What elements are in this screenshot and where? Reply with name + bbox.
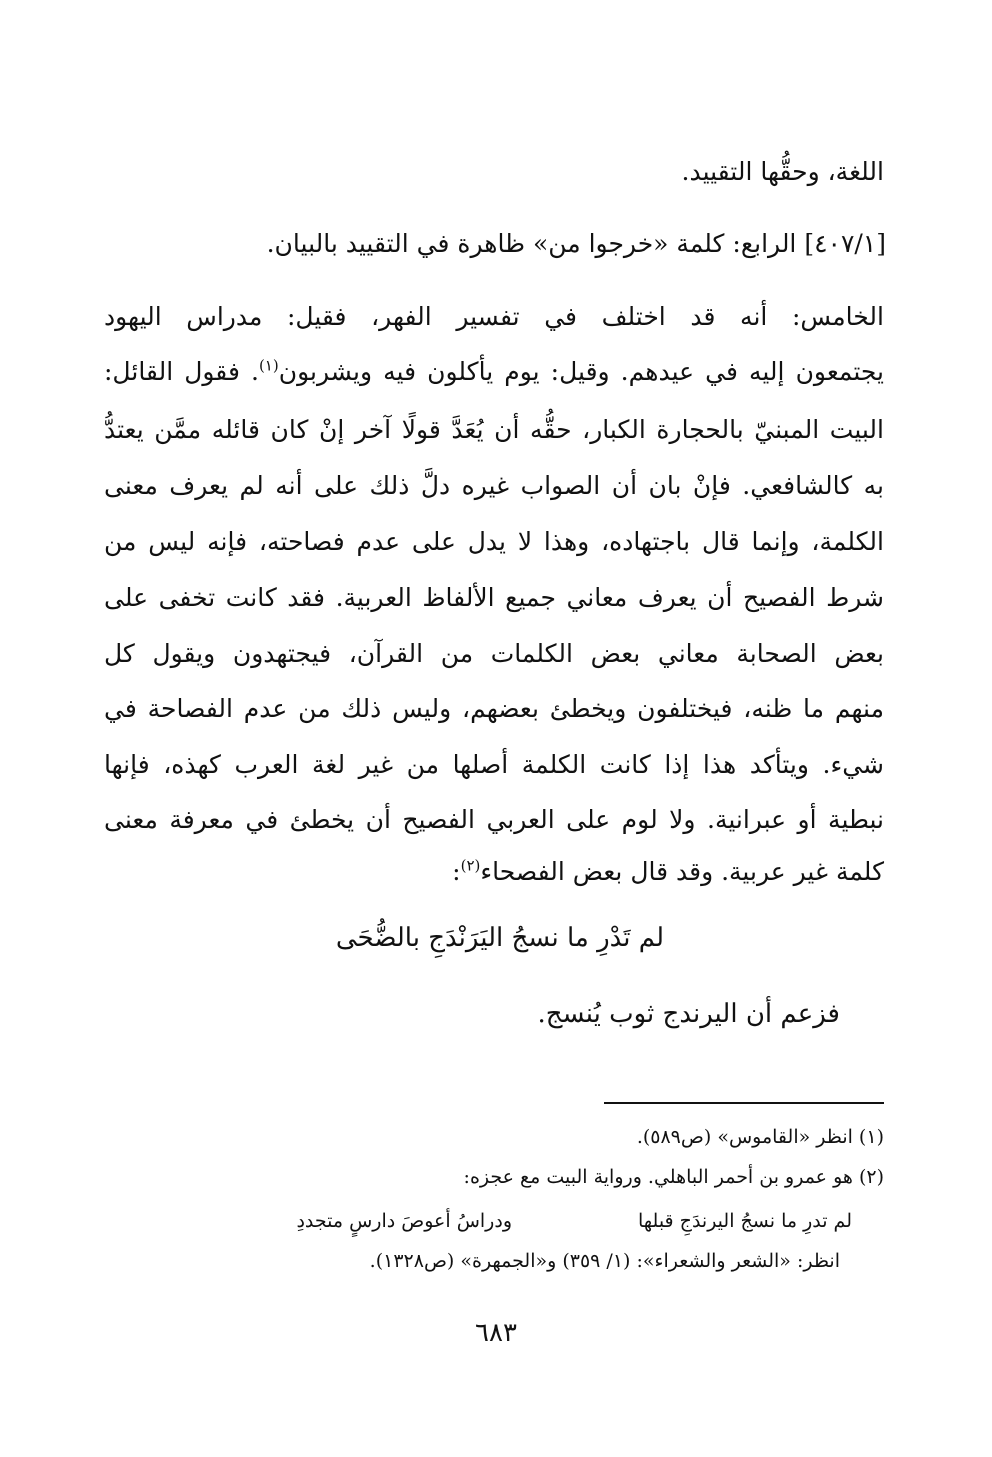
- text-line-section-5: الخامس: أنه قد اختلف في تفسير الفهر، فقيل: مدراس اليهود: [104, 302, 884, 331]
- page-number: ٦٨٣: [475, 1318, 517, 1348]
- text-line: نبطية أو عبرانية. ولا لوم على العربي الفصيح أن يخطئ في معرفة معنى: [104, 805, 884, 834]
- text-line: منهم ما ظنه، فيختلفون ويخطئ بعضهم، وليس ذلك من عدم الفصاحة في: [104, 694, 884, 723]
- footnote-ref-1[interactable]: (١): [258, 356, 279, 375]
- text-segment: كلمة غير عربية. وقد قال بعض الفصحاء: [480, 857, 884, 886]
- text-segment: . فقول القائل:: [104, 357, 259, 386]
- text-line: شيء. ويتأكد هذا إذا كانت الكلمة أصلها من غير لغة العرب كهذه، فإنها: [104, 750, 884, 779]
- footnote-2: (٢) هو عمرو بن أحمر الباهلي. ورواية البيت مع عجزه:: [463, 1166, 884, 1188]
- text-line: [104, 855, 884, 889]
- footnote-2-source: انظر: «الشعر والشعراء»: (١/ ٣٥٩) و«الجمهرة» (ص١٣٢٨).: [369, 1250, 840, 1272]
- text-line-section-4: [٤٠٧/١] الرابع: كلمة «خرجوا من» ظاهرة في التقييد بالبيان.: [266, 229, 886, 258]
- text-line: بعض الصحابة معاني بعض الكلمات من القرآن، فيجتهدون ويقول كل: [104, 639, 884, 668]
- footnote-verse-first-hemistich: لم تدرِ ما نسجُ اليرندَجِ قبلها: [637, 1210, 852, 1232]
- footnote-ref-2[interactable]: (٢): [460, 856, 481, 875]
- text-line: شرط الفصيح أن يعرف معاني جميع الألفاظ العربية. فقد كانت تخفى على: [104, 583, 884, 612]
- text-line: [104, 355, 884, 389]
- text-line: البيت المبنيّ بالحجارة الكبار، حقُّه أن يُعَدَّ قولًا آخر إنْ كان قائله ممَّن يعتدُّ: [104, 415, 884, 444]
- text-segment: :: [452, 857, 461, 886]
- text-line: اللغة، وحقُّها التقييد.: [681, 157, 884, 186]
- text-segment: يجتمعون إليه في عيدهم. وقيل: يوم يأكلون فيه ويشربون: [278, 357, 884, 386]
- text-line-conclusion: فزعم أن اليرندج ثوب يُنسج.: [537, 999, 840, 1029]
- poem-verse: لم تَدْرِ ما نسجُ اليَرَنْدَجِ بالضُّحَى: [335, 923, 664, 953]
- footnote-verse-second-hemistich: ودراسُ أعوصَ دارسٍ متجددِ: [296, 1210, 512, 1232]
- footnote-separator: [604, 1102, 884, 1104]
- footnote-1: (١) انظر «القاموس» (ص٥٨٩).: [636, 1126, 884, 1148]
- text-line: به كالشافعي. فإنْ بان أن الصواب غيره دلَّ ذلك على أنه لم يعرف معنى: [104, 471, 884, 500]
- text-line: الكلمة، وإنما قال باجتهاده، وهذا لا يدل على عدم فصاحته، فإنه ليس من: [104, 527, 884, 556]
